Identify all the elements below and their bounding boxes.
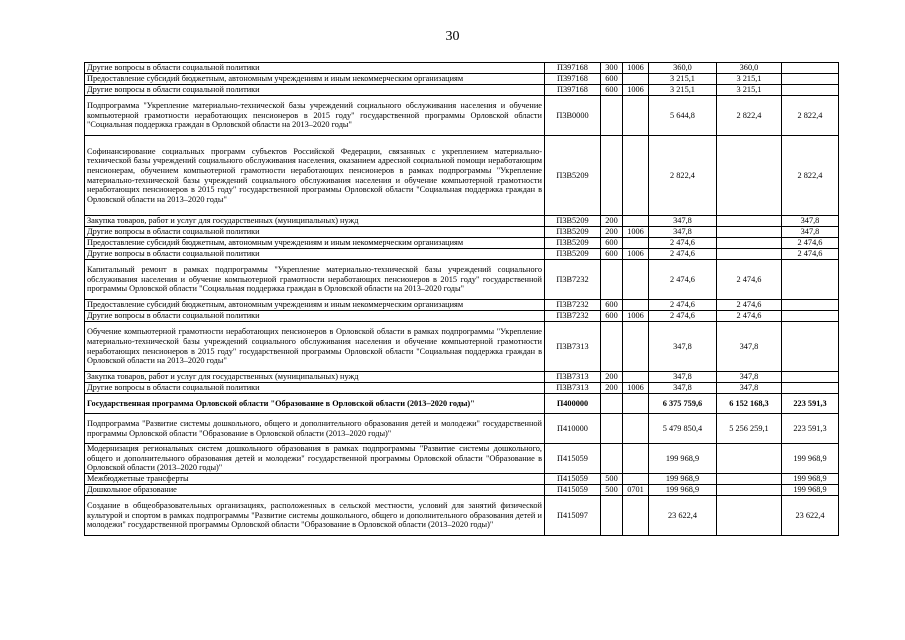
row-sum-3: 2 822,4: [782, 136, 839, 216]
row-rz: 1006: [623, 249, 649, 260]
row-sum-1: 3 215,1: [649, 74, 717, 85]
row-vr: [601, 394, 623, 414]
table-row: [85, 96, 839, 136]
row-name: Обучение компьютерной грамотности неработающих пенсионеров в Орловской области в рамках подпрограммы "Укрепление материально-технической базы учреждений социального обслуживания населения и обучение компьютерной грамотности неработающих пенсионеров в 2015 году" государственной программы Орловской области "Социальная поддержка граждан в Орловской области на 2013–2020 годы": [85, 322, 545, 372]
row-rz: [623, 394, 649, 414]
row-name: Подпрограмма "Укрепление материально-технической базы учреждений социального обслуживания населения и обучение компьютерной грамотности неработающих пенсионеров в 2015 году" государственной программы Орловской области "Социальная поддержка граждан в Орловской области на 2013–2020 годы": [85, 96, 545, 136]
row-vr: [601, 136, 623, 216]
page-number: 30: [445, 29, 460, 44]
row-sum-2: 347,8: [717, 383, 782, 394]
row-sum-1: 347,8: [649, 216, 717, 227]
table-row: [85, 485, 839, 496]
row-sum-1: 2 474,6: [649, 311, 717, 322]
row-sum-2: 347,8: [717, 322, 782, 372]
row-rz: [623, 216, 649, 227]
row-sum-1: 2 474,6: [649, 260, 717, 300]
row-rz: [623, 136, 649, 216]
row-rz: [623, 372, 649, 383]
table-row: [85, 300, 839, 311]
row-code: П415059: [545, 485, 601, 496]
row-sum-2: 2 474,6: [717, 260, 782, 300]
row-name: Капитальный ремонт в рамках подпрограммы "Укрепление материально-технической базы учреждений социального обслуживания населения и обучение компьютерной грамотности неработающих пенсионеров в 2015 году" государственной программы Орловской области "Социальная поддержка граждан в Орловской области на 2013–2020 годы": [85, 260, 545, 300]
row-sum-1: 5 644,8: [649, 96, 717, 136]
row-sum-3: 347,8: [782, 227, 839, 238]
row-sum-2: [717, 238, 782, 249]
table-row: [85, 136, 839, 216]
row-sum-2: 360,0: [717, 63, 782, 74]
row-rz: 1006: [623, 85, 649, 96]
row-sum-3: 199 968,9: [782, 474, 839, 485]
table-row: [85, 383, 839, 394]
row-sum-3: [782, 372, 839, 383]
row-code: П3В5209: [545, 227, 601, 238]
row-name: Предоставление субсидий бюджетным, автономным учреждениям и иным некоммерческим организациям: [85, 300, 545, 311]
row-code: П3В5209: [545, 216, 601, 227]
row-vr: [601, 414, 623, 444]
table-row: [85, 238, 839, 249]
row-rz: [623, 414, 649, 444]
row-code: П397168: [545, 85, 601, 96]
row-sum-2: 2 474,6: [717, 300, 782, 311]
row-vr: 600: [601, 311, 623, 322]
row-sum-2: 347,8: [717, 372, 782, 383]
row-name: Другие вопросы в области социальной политики: [85, 311, 545, 322]
row-sum-3: [782, 311, 839, 322]
row-sum-2: [717, 444, 782, 474]
row-sum-2: [717, 216, 782, 227]
row-rz: [623, 96, 649, 136]
row-rz: 1006: [623, 227, 649, 238]
row-name: Модернизация региональных систем дошкольного образования в рамках подпрограммы "Развитие системы дошкольного, общего и дополнительного образования детей и молодежи" государственной программы Орловской области "Образование в Орловской области (2013–2020 годы)": [85, 444, 545, 474]
row-sum-1: 347,8: [649, 372, 717, 383]
row-code: П3В7313: [545, 372, 601, 383]
row-code: П415059: [545, 444, 601, 474]
row-vr: [601, 260, 623, 300]
row-rz: [623, 74, 649, 85]
row-sum-1: 2 474,6: [649, 300, 717, 311]
row-sum-1: 347,8: [649, 383, 717, 394]
row-vr: [601, 96, 623, 136]
row-sum-3: [782, 74, 839, 85]
row-sum-3: 199 968,9: [782, 444, 839, 474]
row-sum-3: [782, 260, 839, 300]
row-sum-3: 2 822,4: [782, 96, 839, 136]
row-sum-1: 360,0: [649, 63, 717, 74]
row-sum-3: 23 622,4: [782, 496, 839, 536]
row-sum-1: 23 622,4: [649, 496, 717, 536]
budget-table: [84, 62, 839, 536]
table-row: [85, 414, 839, 444]
row-sum-3: [782, 383, 839, 394]
row-name: Государственная программа Орловской области "Образование в Орловской области (2013–2020 годы)": [85, 394, 545, 414]
row-rz: 0701: [623, 485, 649, 496]
row-sum-3: 2 474,6: [782, 249, 839, 260]
row-name: Межбюджетные трансферты: [85, 474, 545, 485]
row-name: Другие вопросы в области социальной политики: [85, 227, 545, 238]
row-sum-1: 347,8: [649, 227, 717, 238]
row-code: П3В5209: [545, 238, 601, 249]
row-name: Софинансирование социальных программ субъектов Российской Федерации, связанных с укреплением материально-технической базы учреждений социального обслуживания населения, оказанием адресной социальной помощи неработающим пенсионерам, обучением компьютерной грамотности неработающих пенсионеров в рамках подпрограммы "Укрепление материально-технической базы учреждений социального обслуживания населения и обучение компьютерной грамотности неработающих пенсионеров в 2015 году" государственной программы Орловской области "Социальная поддержка граждан в Орловской области на 2013–2020 годы": [85, 136, 545, 216]
row-name: Предоставление субсидий бюджетным, автономным учреждениям и иным некоммерческим организациям: [85, 238, 545, 249]
row-vr: 200: [601, 372, 623, 383]
row-sum-2: [717, 249, 782, 260]
row-code: П397168: [545, 63, 601, 74]
table-row: [85, 394, 839, 414]
row-vr: 200: [601, 216, 623, 227]
row-vr: 600: [601, 74, 623, 85]
row-rz: [623, 322, 649, 372]
row-sum-2: 6 152 168,3: [717, 394, 782, 414]
row-rz: 1006: [623, 63, 649, 74]
row-sum-2: [717, 496, 782, 536]
table-row: [85, 249, 839, 260]
table-row: [85, 63, 839, 74]
row-sum-2: 2 474,6: [717, 311, 782, 322]
row-sum-3: [782, 300, 839, 311]
row-code: П3В7313: [545, 322, 601, 372]
row-rz: 1006: [623, 311, 649, 322]
table-row: [85, 74, 839, 85]
row-code: П400000: [545, 394, 601, 414]
row-sum-2: [717, 485, 782, 496]
row-sum-3: [782, 63, 839, 74]
table-row: [85, 260, 839, 300]
row-sum-3: 223 591,3: [782, 394, 839, 414]
row-vr: 300: [601, 63, 623, 74]
row-sum-3: 347,8: [782, 216, 839, 227]
row-sum-2: 2 822,4: [717, 96, 782, 136]
row-vr: 600: [601, 238, 623, 249]
row-sum-2: 3 215,1: [717, 85, 782, 96]
row-code: П3В7232: [545, 260, 601, 300]
row-vr: 500: [601, 474, 623, 485]
table-row: [85, 311, 839, 322]
row-sum-1: 347,8: [649, 322, 717, 372]
row-name: Закупка товаров, работ и услуг для государственных (муниципальных) нужд: [85, 216, 545, 227]
row-code: П3В7232: [545, 311, 601, 322]
row-name: Другие вопросы в области социальной политики: [85, 249, 545, 260]
row-name: Дошкольное образование: [85, 485, 545, 496]
row-code: П3В5209: [545, 249, 601, 260]
row-rz: [623, 238, 649, 249]
row-sum-2: [717, 136, 782, 216]
row-code: П3В7232: [545, 300, 601, 311]
row-sum-1: 2 474,6: [649, 238, 717, 249]
row-sum-1: 5 479 850,4: [649, 414, 717, 444]
table-row: [85, 444, 839, 474]
row-name: Закупка товаров, работ и услуг для государственных (муниципальных) нужд: [85, 372, 545, 383]
row-vr: [601, 496, 623, 536]
table-row: [85, 227, 839, 238]
row-rz: [623, 496, 649, 536]
budget-table-body: [85, 63, 839, 536]
row-sum-1: 199 968,9: [649, 485, 717, 496]
row-sum-1: 6 375 759,6: [649, 394, 717, 414]
row-sum-1: 2 822,4: [649, 136, 717, 216]
row-code: П3В5209: [545, 136, 601, 216]
row-code: П3В0000: [545, 96, 601, 136]
row-rz: [623, 260, 649, 300]
row-vr: [601, 444, 623, 474]
row-name: Создание в общеобразовательных организациях, расположенных в сельской местности, условий для занятий физической культурой и спортом в рамках подпрограммы "Развитие системы дошкольного, общего и дополнительного образования детей и молодежи" государственной программы Орловской области "Образование в Орловской области (2013–2020 годы)": [85, 496, 545, 536]
row-vr: [601, 322, 623, 372]
row-sum-1: 3 215,1: [649, 85, 717, 96]
row-sum-1: 2 474,6: [649, 249, 717, 260]
row-rz: 1006: [623, 383, 649, 394]
row-sum-3: [782, 85, 839, 96]
row-rz: [623, 474, 649, 485]
row-sum-3: 199 968,9: [782, 485, 839, 496]
table-row: [85, 85, 839, 96]
row-vr: 200: [601, 383, 623, 394]
row-name: Другие вопросы в области социальной политики: [85, 383, 545, 394]
row-code: П3В7313: [545, 383, 601, 394]
row-vr: 200: [601, 227, 623, 238]
row-code: П410000: [545, 414, 601, 444]
row-code: П397168: [545, 74, 601, 85]
row-rz: [623, 300, 649, 311]
row-vr: 600: [601, 300, 623, 311]
row-code: П415097: [545, 496, 601, 536]
table-row: [85, 322, 839, 372]
row-vr: 600: [601, 249, 623, 260]
table-row: [85, 474, 839, 485]
row-name: Другие вопросы в области социальной политики: [85, 63, 545, 74]
row-sum-3: 223 591,3: [782, 414, 839, 444]
table-row: [85, 372, 839, 383]
row-sum-3: [782, 322, 839, 372]
row-vr: 500: [601, 485, 623, 496]
row-vr: 600: [601, 85, 623, 96]
row-name: Предоставление субсидий бюджетным, автономным учреждениям и иным некоммерческим организациям: [85, 74, 545, 85]
row-rz: [623, 444, 649, 474]
row-sum-2: 3 215,1: [717, 74, 782, 85]
row-name: Подпрограмма "Развитие системы дошкольного, общего и дополнительного образования детей и молодежи" государственной программы Орловской области "Образование в Орловской области (2013–2020 годы)": [85, 414, 545, 444]
row-sum-3: 2 474,6: [782, 238, 839, 249]
row-name: Другие вопросы в области социальной политики: [85, 85, 545, 96]
row-sum-2: [717, 227, 782, 238]
row-sum-1: 199 968,9: [649, 444, 717, 474]
row-sum-1: 199 968,9: [649, 474, 717, 485]
table-row: [85, 496, 839, 536]
table-row: [85, 216, 839, 227]
row-sum-2: 5 256 259,1: [717, 414, 782, 444]
row-sum-2: [717, 474, 782, 485]
row-code: П415059: [545, 474, 601, 485]
